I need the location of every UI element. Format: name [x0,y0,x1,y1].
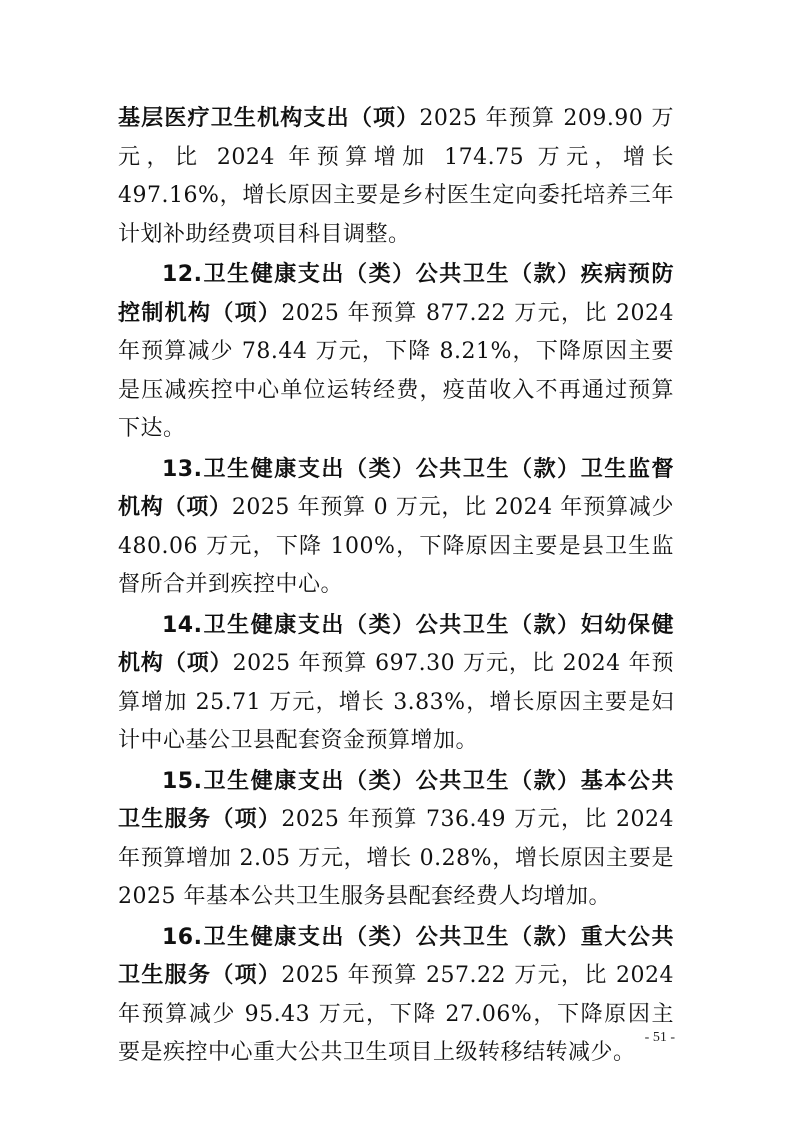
paragraph-text: 2025 年预算 209.90 万元，比 2024 年预算增加 174.75 万元，增长 497.16%，增长原因主要是乡村医生定向委托培养三年计划补助经费项目科目调整。 [118,106,674,247]
paragraph-heading: 14.卫生健康支出（类）公共卫生（款）妇幼保健机构（项） [118,612,674,676]
paragraph-13-health-supervision [118,451,674,605]
paragraph-12-disease-control [118,256,674,449]
paragraph-text: 2025 年预算 0 万元，比 2024 年预算减少 480.06 万元，下降 100%，下降原因主要是县卫生监督所合并到疾控中心。 [118,495,674,597]
paragraph-text: 2025 年预算 736.49 万元，比 2024 年预算增加 2.05 万元，增长 0.28%，增长原因主要是 2025 年基本公共卫生服务县配套经费人均增加。 [118,807,674,909]
paragraph-basic-medical [118,100,674,254]
paragraph-heading: 12.卫生健康支出（类）公共卫生（款）疾病预防控制机构（项） [118,262,674,326]
paragraph-text: 2025 年预算 257.22 万元，比 2024 年预算减少 95.43 万元，下降 27.06%，下降原因主要是疾控中心重大公共卫生项目上级转移结转减少。 [118,963,674,1065]
paragraph-heading: 15.卫生健康支出（类）公共卫生（款）基本公共卫生服务（项） [118,768,674,832]
paragraph-text: 2025 年预算 877.22 万元，比 2024 年预算减少 78.44 万元，下降 8.21%，下降原因主要是压减疾控中心单位运转经费，疫苗收入不再通过预算下达。 [118,300,674,441]
paragraph-16-major-public-health [118,919,674,1073]
page-number: - 51 - [644,1030,675,1045]
paragraph-heading: 13.卫生健康支出（类）公共卫生（款）卫生监督机构（项） [118,456,674,520]
document-body [118,100,674,1075]
paragraph-text: 2025 年预算 697.30 万元，比 2024 年预算增加 25.71 万元，增长 3.83%，增长原因主要是妇计中心基公卫县配套资金预算增加。 [118,651,674,753]
paragraph-14-maternal-child [118,607,674,761]
paragraph-heading: 基层医疗卫生机构支出（项） [118,106,420,131]
paragraph-heading: 16.卫生健康支出（类）公共卫生（款）重大公共卫生服务（项） [118,924,674,988]
paragraph-15-basic-public-health [118,763,674,917]
